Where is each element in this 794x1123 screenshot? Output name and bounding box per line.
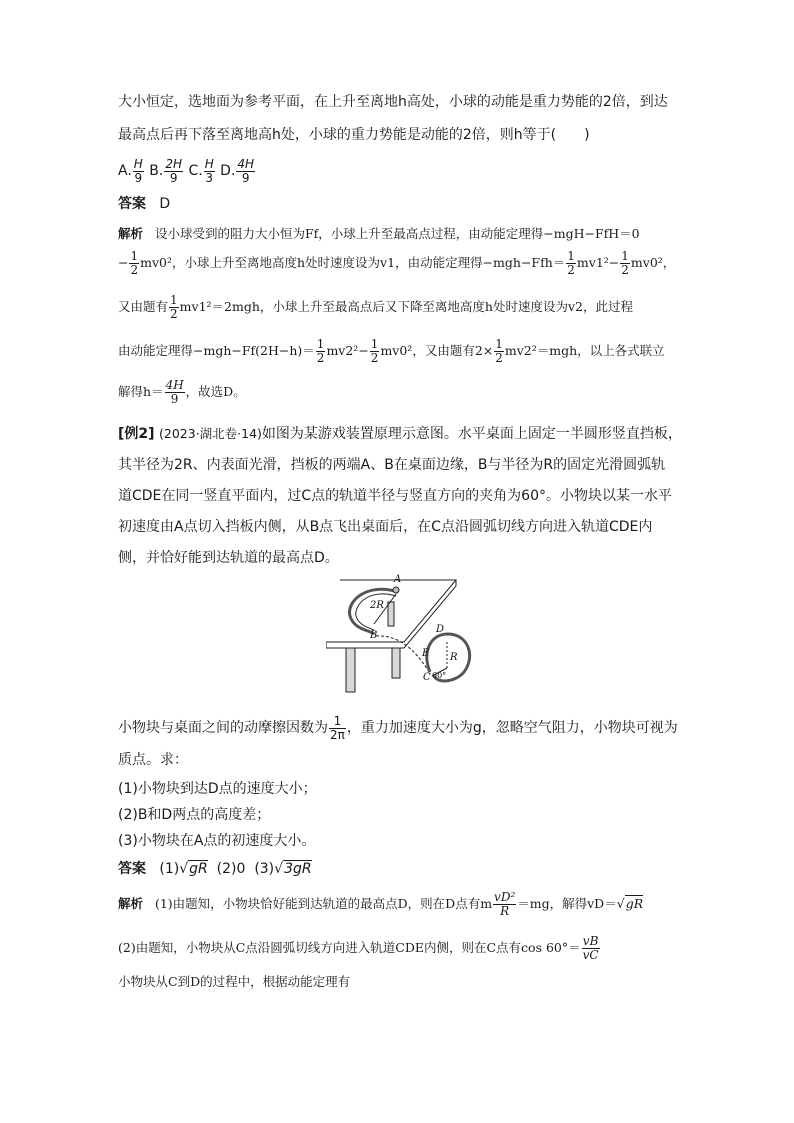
analysis-label: 解析 [118, 896, 144, 911]
q1-analysis-line2: − $\frac{1}{2}$ mv0²，小球上升至离地高度h处时速度设为v1，由动能定理得−mgh−Ffh＝ $\frac{1}{2}$ mv1²− $\frac{1}{2}$ mv0²， [118, 249, 676, 277]
q1-analysis-line1: 解析 设小球受到的阻力大小恒为Ff，小球上升至最高点过程，由动能定理得−mgH−FfH＝0 [118, 226, 640, 241]
question-3: (3)小物块在A点的初速度大小。 [118, 833, 316, 849]
option-b-fraction: $\frac{2H}{9}$ [165, 156, 182, 185]
analysis-label: 解析 [118, 226, 144, 241]
table-leg-front-left [346, 648, 355, 692]
table-leg-back [388, 602, 394, 626]
q1-stem-line1: 大小恒定，选地面为参考平面，在上升至离地h高处，小球的动能是重力势能的2倍，到达 [118, 94, 668, 110]
game-device-figure [326, 572, 486, 694]
label-E: E [422, 648, 430, 659]
option-c-label: C. [188, 163, 203, 179]
label-2R: 2R [370, 600, 384, 611]
option-a-fraction: $\frac{H}{9}$ [133, 156, 143, 185]
example-source: (2023·湖北卷·14) [159, 426, 262, 441]
label-60: 60° [432, 671, 447, 680]
option-d-label: D. [220, 163, 236, 179]
option-c-fraction: $\frac{H}{3}$ [204, 156, 214, 185]
block-at-A [393, 587, 399, 593]
example2-line7: 质点。求： [118, 752, 188, 768]
label-D: D [436, 624, 445, 635]
q1-options [118, 154, 256, 188]
label-A: A [394, 574, 402, 585]
answer-value: D [159, 196, 171, 212]
q1-analysis-line3: 又由题有 $\frac{1}{2}$ mv1²＝2mgh，小球上升至最高点后又下降至离地高度h处时速度设为v2，此过程 [118, 293, 633, 321]
option-a-label: A. [118, 163, 132, 179]
option-b-label: B. [149, 163, 164, 179]
question-1: (1)小物块到达D点的速度大小； [118, 781, 317, 797]
example2-analysis-line3: 小物块从C到D的过程中，根据动能定理有 [118, 974, 351, 989]
answer-label: 答案 [118, 196, 146, 212]
example2-analysis-line1: 解析 (1)由题知，小物块恰好能到达轨道的最高点D，则在D点有m $\frac{\text{vD²}}{R}$ ＝mg，解得vD＝√gR [118, 890, 644, 918]
example2-line2: 其半径为2R、内表面光滑，挡板的两端A、B在桌面边缘，B与半径为R的固定光滑圆弧轨 [118, 457, 666, 473]
answer-label: 答案 [118, 861, 146, 877]
option-d-fraction: $\frac{4H}{9}$ [237, 156, 255, 185]
q1-answer [118, 194, 170, 214]
q1-stem-line2: 最高点后再下落至离地高h处，小球的重力势能是动能的2倍，则h等于( ) [118, 127, 590, 143]
example2-line1: [例2] (2023·湖北卷·14)如图为某游戏装置原理示意图。水平桌面上固定一半圆形竖直挡板， [118, 426, 682, 442]
question-2: (2)B和D两点的高度差； [118, 807, 271, 823]
q1-analysis-line4: 由动能定理得−mgh−Ff(2H−h)＝ $\frac{1}{2}$ mv2²− $\frac{1}{2}$ mv0²，又由题有2× $\frac{1}{2}$ mv2²＝mgh，以上各式联立 [118, 337, 665, 365]
label-C: C [423, 672, 431, 683]
label-R: R [450, 652, 458, 663]
example2-line6: 小物块与桌面之间的动摩擦因数为 $\frac{1}{2\pi}$ ，重力加速度大小为g，忽略空气阻力，小物块可视为 [118, 713, 678, 742]
example2-line4: 初速度由A点切入挡板内侧，从B点飞出桌面后，在C点沿圆弧切线方向进入轨道CDE内 [118, 519, 653, 535]
example2-answer: 答案 (1)√gR (2)0 (3)√3gR [118, 861, 312, 877]
table-leg-front-right [392, 648, 400, 678]
q1-analysis-line5: 解得h＝ $\frac{4H}{9}$ ，故选D。 [118, 378, 246, 406]
example-tag: [例2] [118, 426, 155, 442]
example2-analysis-line2: (2)由题知，小物块从C点沿圆弧切线方向进入轨道CDE内侧，则在C点有cos 60°＝ $\frac{vB}{vC}$ [118, 934, 599, 962]
example2-line3: 道CDE在同一竖直平面内，过C点的轨道半径与竖直方向的夹角为60°。小物块以某一水平 [118, 488, 672, 504]
example2-line5: 侧，并恰好能到达轨道的最高点D。 [118, 550, 339, 566]
label-B: B [370, 630, 378, 641]
